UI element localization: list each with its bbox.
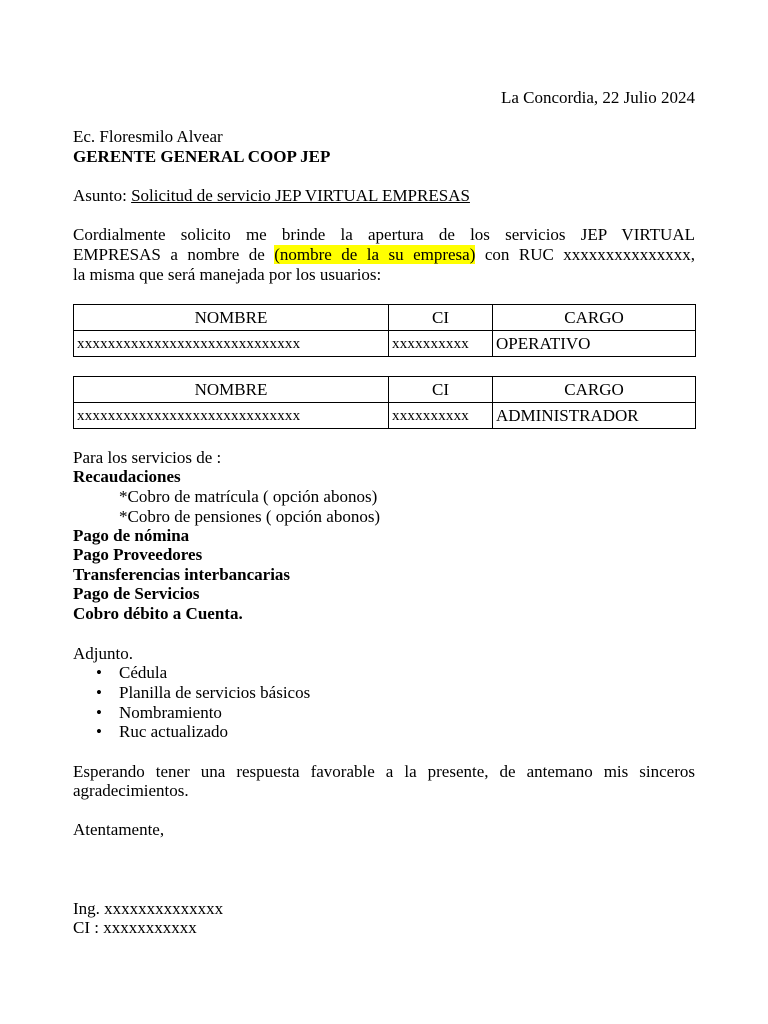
body-line-2-pre: EMPRESAS a nombre de: [73, 245, 265, 264]
closing-line-2: agradecimientos.: [73, 781, 189, 800]
header-ci: CI: [389, 305, 493, 331]
services-item: Transferencias interbancarias: [73, 565, 291, 584]
services-item: Cobro débito a Cuenta.: [73, 604, 243, 623]
cell-nombre: xxxxxxxxxxxxxxxxxxxxxxxxxxxxx: [74, 331, 389, 357]
header-cargo: CARGO: [493, 377, 696, 403]
subject-text: Solicitud de servicio JEP VIRTUAL EMPRESAS: [131, 186, 470, 205]
table-row: [74, 331, 696, 357]
users-table-administrador: [73, 376, 696, 429]
services-intro: Para los servicios de :: [73, 448, 222, 467]
recipient-title: GERENTE GENERAL COOP JEP: [73, 147, 331, 166]
cell-ci: xxxxxxxxxx: [389, 403, 493, 429]
bullet-icon: •: [96, 663, 102, 682]
services-item: Pago de nómina: [73, 526, 190, 545]
header-nombre: NOMBRE: [74, 377, 389, 403]
company-name-placeholder: (nombre de la su empresa): [274, 245, 476, 264]
cell-ci: xxxxxxxxxx: [389, 331, 493, 357]
cell-nombre: xxxxxxxxxxxxxxxxxxxxxxxxxxxxx: [74, 403, 389, 429]
services-item: Pago Proveedores: [73, 545, 203, 564]
body-line-3: la misma que será manejada por los usuarios:: [73, 265, 382, 284]
place-date: La Concordia, 22 Julio 2024: [500, 88, 695, 107]
attachment-item: Nombramiento: [119, 703, 222, 722]
services-recaudaciones: Recaudaciones: [73, 467, 181, 486]
cell-cargo: OPERATIVO: [493, 331, 696, 357]
signer-name: Ing. xxxxxxxxxxxxxx: [73, 899, 224, 918]
table-header-row: [74, 305, 696, 331]
services-sub-item: *Cobro de matrícula ( opción abonos): [119, 487, 378, 506]
closing-line-1: Esperando tener una respuesta favorable a la presente, de antemano mis sinceros: [73, 762, 695, 781]
subject-label: Asunto:: [73, 186, 127, 205]
bullet-icon: •: [96, 722, 102, 741]
bullet-icon: •: [96, 683, 102, 702]
signer-ci: CI : xxxxxxxxxxx: [73, 918, 197, 937]
header-nombre: NOMBRE: [74, 305, 389, 331]
attachment-item: Cédula: [119, 663, 168, 682]
users-table-operativo: [73, 304, 696, 357]
body-line-2-post: con RUC xxxxxxxxxxxxxxx,: [484, 245, 696, 264]
table-row: [74, 403, 696, 429]
recipient-name: Ec. Floresmilo Alvear: [73, 127, 223, 146]
services-item: Pago de Servicios: [73, 584, 200, 603]
attachment-item: Planilla de servicios básicos: [119, 683, 311, 702]
subject-line: [73, 186, 470, 206]
attachment-item: Ruc actualizado: [119, 722, 229, 741]
table-header-row: [74, 377, 696, 403]
salutation: Atentamente,: [73, 820, 165, 839]
cell-cargo: ADMINISTRADOR: [493, 403, 696, 429]
header-ci: CI: [389, 377, 493, 403]
bullet-icon: •: [96, 703, 102, 722]
body-line-1: Cordialmente solicito me brinde la apertura de los servicios JEP VIRTUAL: [73, 225, 695, 244]
header-cargo: CARGO: [493, 305, 696, 331]
body-line-2: [73, 245, 695, 265]
services-sub-item: *Cobro de pensiones ( opción abonos): [119, 507, 381, 526]
attachments-label: Adjunto.: [73, 644, 133, 663]
